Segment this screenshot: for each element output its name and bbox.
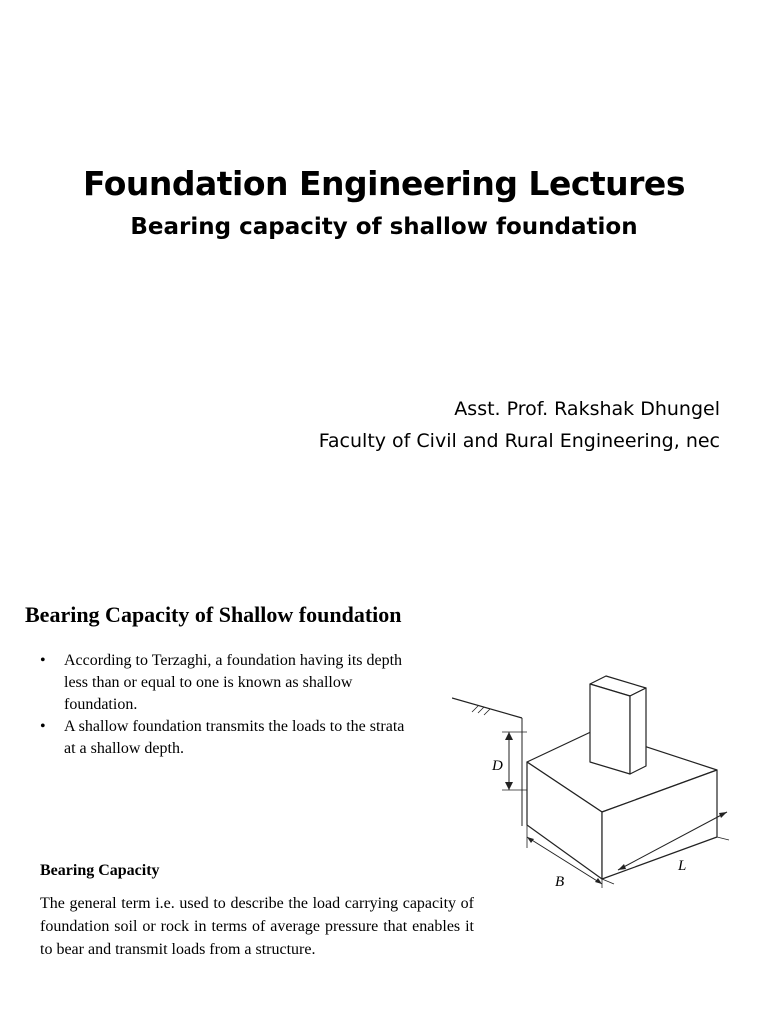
section-paragraph: The general term i.e. used to describe the load carrying capacity of foundation soil or rock in terms of average pressure that enables it to bear and transmit loads from a structure. xyxy=(40,895,474,958)
bullet-list xyxy=(40,650,412,760)
bullet-icon: • xyxy=(40,652,46,669)
slide-heading: Bearing Capacity of Shallow foundation xyxy=(25,602,402,627)
column-side-face xyxy=(630,688,646,774)
depth-label: D xyxy=(492,758,503,774)
bullet-icon: • xyxy=(40,718,46,735)
ground-hatching xyxy=(472,706,490,715)
bullet-item xyxy=(40,650,412,716)
ground-line xyxy=(452,698,522,718)
author-affiliation: Faculty of Civil and Rural Engineering, nec xyxy=(318,430,720,452)
lecture-title: Foundation Engineering Lectures xyxy=(83,164,685,203)
bullet-text: According to Terzaghi, a foundation having its depth less than or equal to one is known as shallow foundation. xyxy=(64,652,403,713)
column-front-face xyxy=(590,684,630,774)
bullet-text: A shallow foundation transmits the loads to the strata at a shallow depth. xyxy=(64,718,405,757)
lecture-subtitle: Bearing capacity of shallow foundation xyxy=(130,214,638,240)
content-slide xyxy=(0,580,768,1024)
length-label: L xyxy=(678,858,687,874)
bullet-item xyxy=(40,716,412,760)
author-name: Asst. Prof. Rakshak Dhungel xyxy=(454,398,720,420)
width-label: B xyxy=(555,874,565,890)
footing-diagram xyxy=(452,650,742,890)
section-heading: Bearing Capacity xyxy=(40,862,160,879)
